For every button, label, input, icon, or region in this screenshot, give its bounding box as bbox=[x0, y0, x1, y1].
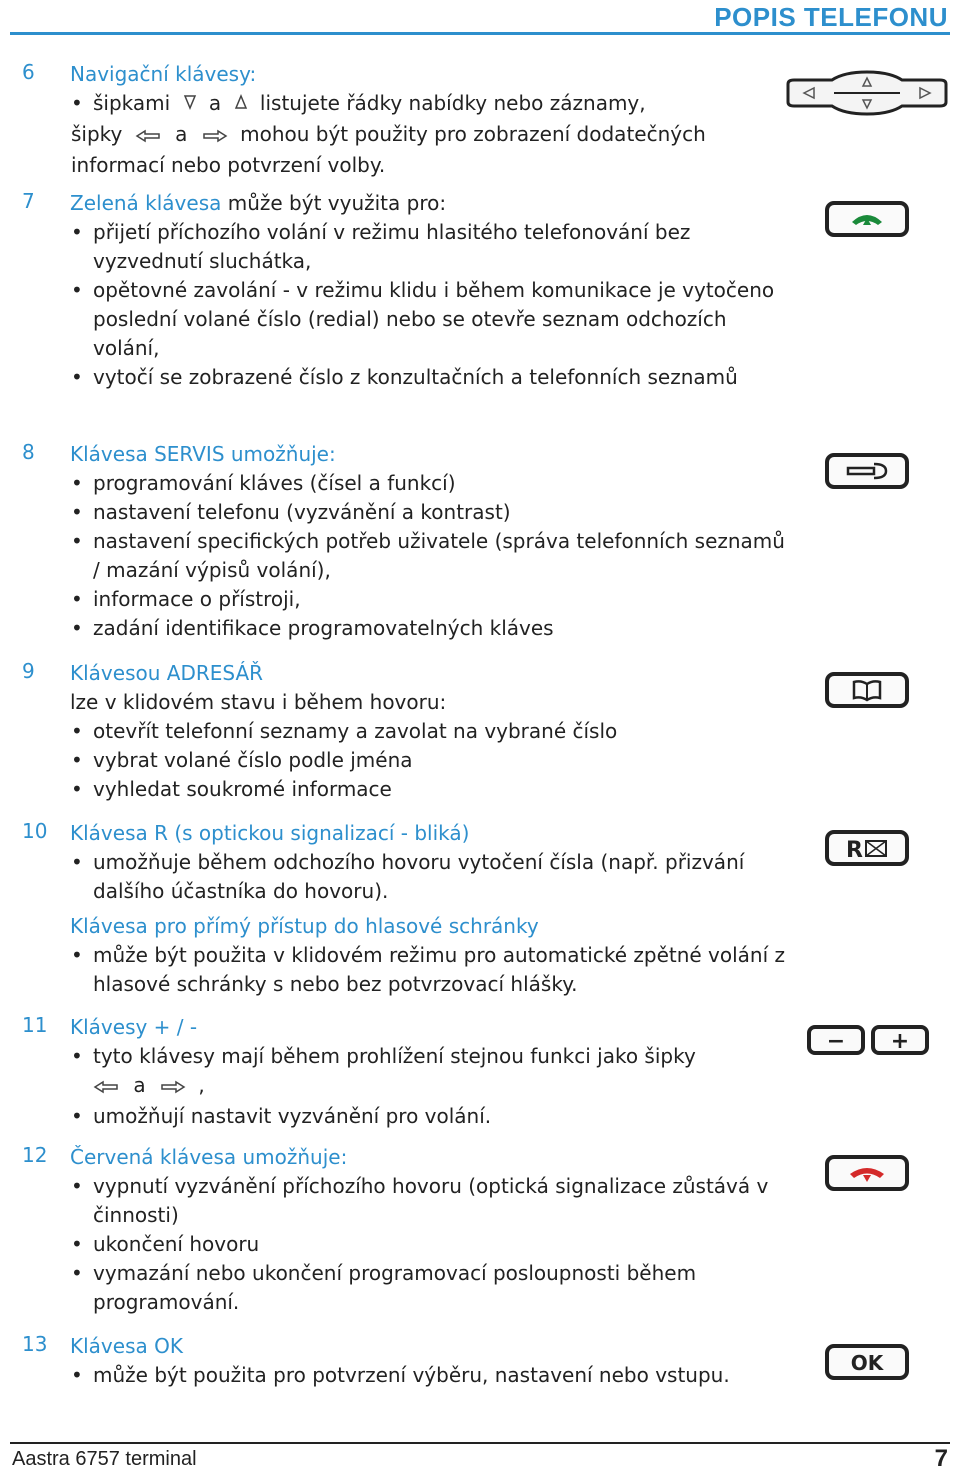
header-rule bbox=[10, 32, 950, 35]
arrow-down-icon bbox=[183, 91, 197, 120]
section-title: Klávesou ADRESÁŘ bbox=[70, 661, 264, 685]
list-item: • tyto klávesy mají během prohlížení stejnou funkci jako šipky a , bbox=[93, 1042, 790, 1102]
r-key-label: R bbox=[846, 838, 863, 863]
list-item: • vymazání nebo ukončení programovací posloupnosti během programování. bbox=[93, 1259, 790, 1317]
list-item: • nastavení specifických potřeb uživatele (správa telefonních seznamů / mazání výpisů volání), bbox=[93, 527, 790, 585]
page-header-title: POPIS TELEFONU bbox=[714, 2, 948, 32]
section-13 bbox=[0, 1332, 790, 1390]
section-number: 11 bbox=[22, 1013, 48, 1037]
section-title: Zelená klávesa může být využita pro: bbox=[70, 191, 447, 215]
section-9 bbox=[0, 659, 790, 804]
directory-key-image bbox=[824, 671, 910, 713]
section-11 bbox=[0, 1013, 790, 1131]
minus-key-label: − bbox=[826, 1029, 846, 1054]
arrow-up-icon bbox=[234, 91, 248, 120]
list-item: • vypnutí vyzvánění příchozího hovoru (optická signalizace zůstává v činnosti) bbox=[93, 1172, 790, 1230]
section-intro: lze v klidovém stavu i během hovoru: bbox=[70, 690, 447, 714]
list-item: • může být použita v klidovém režimu pro automatické zpětné volání z hlasové schránky s nebo bez potvrzovací hlášky. bbox=[93, 941, 790, 999]
minus-plus-keys-image bbox=[806, 1024, 930, 1060]
r-key-image bbox=[824, 829, 910, 871]
bullet-list bbox=[0, 218, 790, 392]
list-item: • přijetí příchozího volání v režimu hlasitého telefonování bez vyzvednutí sluchátka, bbox=[93, 218, 790, 276]
list-item: • programování kláves (čísel a funkcí) bbox=[93, 469, 790, 498]
section-subtitle: Klávesa pro přímý přístup do hlasové schránky bbox=[70, 914, 539, 938]
section-number: 9 bbox=[22, 659, 35, 683]
ok-key-label: OK bbox=[850, 1351, 884, 1375]
list-item: • vyhledat soukromé informace bbox=[93, 775, 790, 804]
list-item: • vybrat volané číslo podle jména bbox=[93, 746, 790, 775]
list-item: • umožňuje během odchozího hovoru vytočení čísla (např. přizvání dalšího účastníka do hovoru). bbox=[93, 848, 790, 906]
plus-key-label: + bbox=[890, 1029, 910, 1054]
arrow-left-icon bbox=[93, 1073, 121, 1102]
bullet-list bbox=[0, 1042, 790, 1131]
section-title: Červená klávesa umožňuje: bbox=[70, 1145, 348, 1169]
red-key-image bbox=[824, 1154, 910, 1196]
footer-rule bbox=[10, 1442, 950, 1444]
section-8 bbox=[0, 440, 790, 643]
section-number: 10 bbox=[22, 819, 48, 843]
list-item: • šipkami a listujete řádky nabídky nebo záznamy, šipky a mohou být použity pro zobrazení dodatečných informací nebo potvrzení volby. bbox=[93, 89, 790, 180]
section-12 bbox=[0, 1143, 790, 1317]
section-title: Klávesy + / - bbox=[70, 1015, 198, 1039]
bullet-list bbox=[0, 941, 790, 999]
section-number: 7 bbox=[22, 189, 35, 213]
section-10 bbox=[0, 819, 790, 999]
section-title: Klávesa R (s optickou signalizací - bliká) bbox=[70, 821, 470, 845]
list-item: • umožňují nastavit vyzvánění pro volání. bbox=[93, 1102, 790, 1131]
bullet-list bbox=[0, 1172, 790, 1317]
list-item: • nastavení telefonu (vyzvánění a kontrast) bbox=[93, 498, 790, 527]
list-item: • otevřít telefonní seznamy a zavolat na vybrané číslo bbox=[93, 717, 790, 746]
footer-model: Aastra 6757 terminal bbox=[12, 1448, 197, 1470]
section-title: Klávesa SERVIS umožňuje: bbox=[70, 442, 336, 466]
section-number: 6 bbox=[22, 60, 35, 84]
page-number: 7 bbox=[934, 1445, 948, 1472]
arrow-right-icon bbox=[200, 122, 228, 151]
section-number: 12 bbox=[22, 1143, 48, 1167]
bullet-list bbox=[0, 848, 790, 906]
list-item: • zadání identifikace programovatelných kláves bbox=[93, 614, 790, 643]
service-key-image bbox=[824, 452, 910, 494]
bullet-list bbox=[0, 89, 790, 180]
ok-key-image bbox=[824, 1343, 910, 1385]
bullet-list bbox=[0, 1361, 790, 1390]
arrow-right-icon bbox=[158, 1073, 186, 1102]
section-number: 8 bbox=[22, 440, 35, 464]
list-item: • informace o přístroji, bbox=[93, 585, 790, 614]
section-title: Navigační klávesy: bbox=[70, 62, 257, 86]
list-item: • může být použita pro potvrzení výběru, nastavení nebo vstupu. bbox=[93, 1361, 790, 1390]
list-item: • ukončení hovoru bbox=[93, 1230, 790, 1259]
section-7 bbox=[0, 189, 790, 392]
section-title: Klávesa OK bbox=[70, 1334, 183, 1358]
bullet-list bbox=[0, 717, 790, 804]
arrow-left-icon bbox=[135, 122, 163, 151]
list-item: • vytočí se zobrazené číslo z konzultačních a telefonních seznamů bbox=[93, 363, 790, 392]
navigation-keys-image bbox=[784, 70, 950, 120]
section-number: 13 bbox=[22, 1332, 48, 1356]
green-key-image bbox=[824, 200, 910, 242]
bullet-list bbox=[0, 469, 790, 643]
section-6 bbox=[0, 60, 790, 180]
list-item: • opětovné zavolání - v režimu klidu i během komunikace je vytočeno poslední volané číslo (redial) nebo se otevře seznam odchozích volání, bbox=[93, 276, 790, 363]
